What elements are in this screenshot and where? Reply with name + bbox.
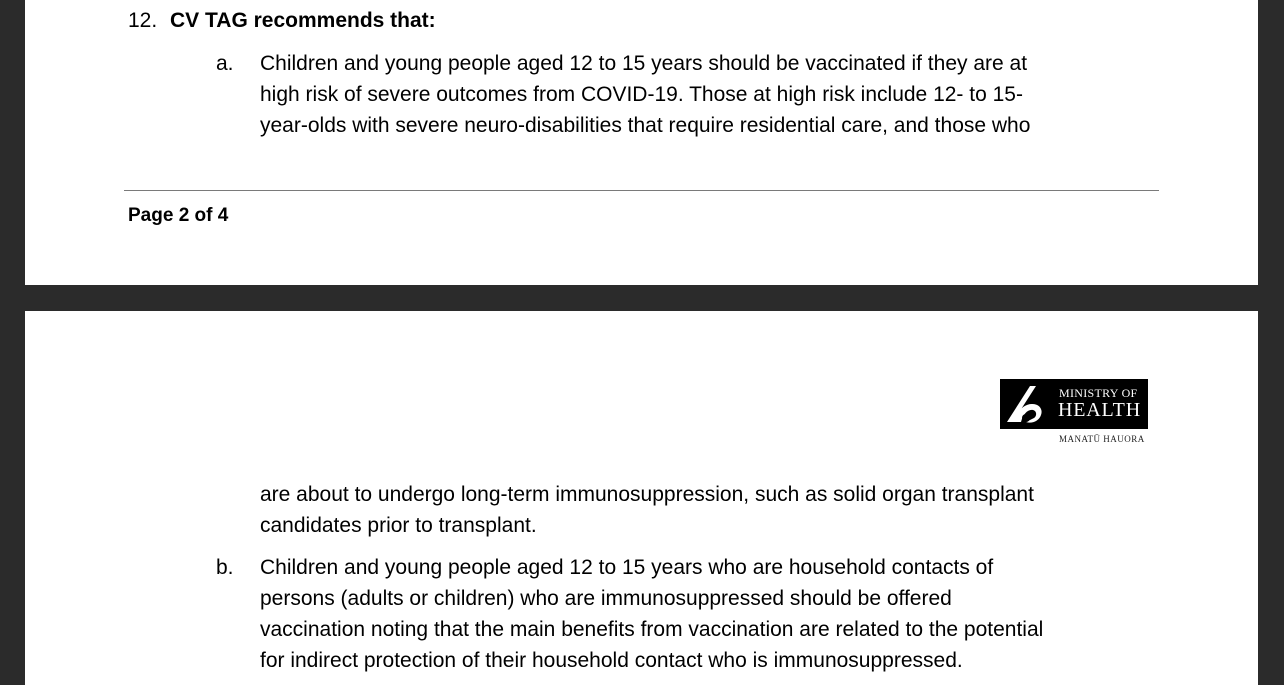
- text-line: vaccination noting that the main benefits from vaccination are related to the potential: [260, 618, 1044, 641]
- logo-subtitle: MANATŪ HAUORA: [1059, 434, 1145, 444]
- item-a-continued-text: [260, 479, 1140, 541]
- logo-line-2: HEALTH: [1058, 399, 1141, 421]
- text-line: persons (adults or children) who are immunosuppressed should be offered: [260, 587, 952, 610]
- fern-logo-icon: [1004, 384, 1044, 424]
- section-heading: [128, 8, 436, 34]
- footer-divider: [124, 190, 1159, 191]
- text-line: Children and young people aged 12 to 15 years should be vaccinated if they are at: [260, 52, 1028, 75]
- logo-line-1: MINISTRY OF: [1059, 386, 1138, 400]
- ministry-of-health-logo: [1000, 379, 1148, 444]
- text-line: Children and young people aged 12 to 15 years who are household contacts of: [260, 556, 994, 579]
- document-page-3: [25, 311, 1258, 685]
- item-a-label: a.: [216, 52, 234, 75]
- text-line: year-olds with severe neuro-disabilities that require residential care, and those who: [260, 114, 1031, 137]
- text-line: candidates prior to transplant.: [260, 514, 537, 537]
- item-b-text: [260, 552, 1140, 676]
- document-page-2: [25, 0, 1258, 285]
- text-line: for indirect protection of their household contact who is immunosuppressed.: [260, 649, 963, 672]
- section-number: 12.: [128, 9, 158, 32]
- item-a-text: [260, 48, 1140, 141]
- text-line: are about to undergo long-term immunosuppression, such as solid organ transplant: [260, 483, 1034, 506]
- item-b-label: b.: [216, 556, 234, 579]
- text-line: high risk of severe outcomes from COVID-19. Those at high risk include 12- to 15-: [260, 83, 1023, 106]
- section-title: CV TAG recommends that:: [170, 9, 436, 32]
- page-number: Page 2 of 4: [128, 205, 229, 226]
- logo-box: [1000, 379, 1148, 429]
